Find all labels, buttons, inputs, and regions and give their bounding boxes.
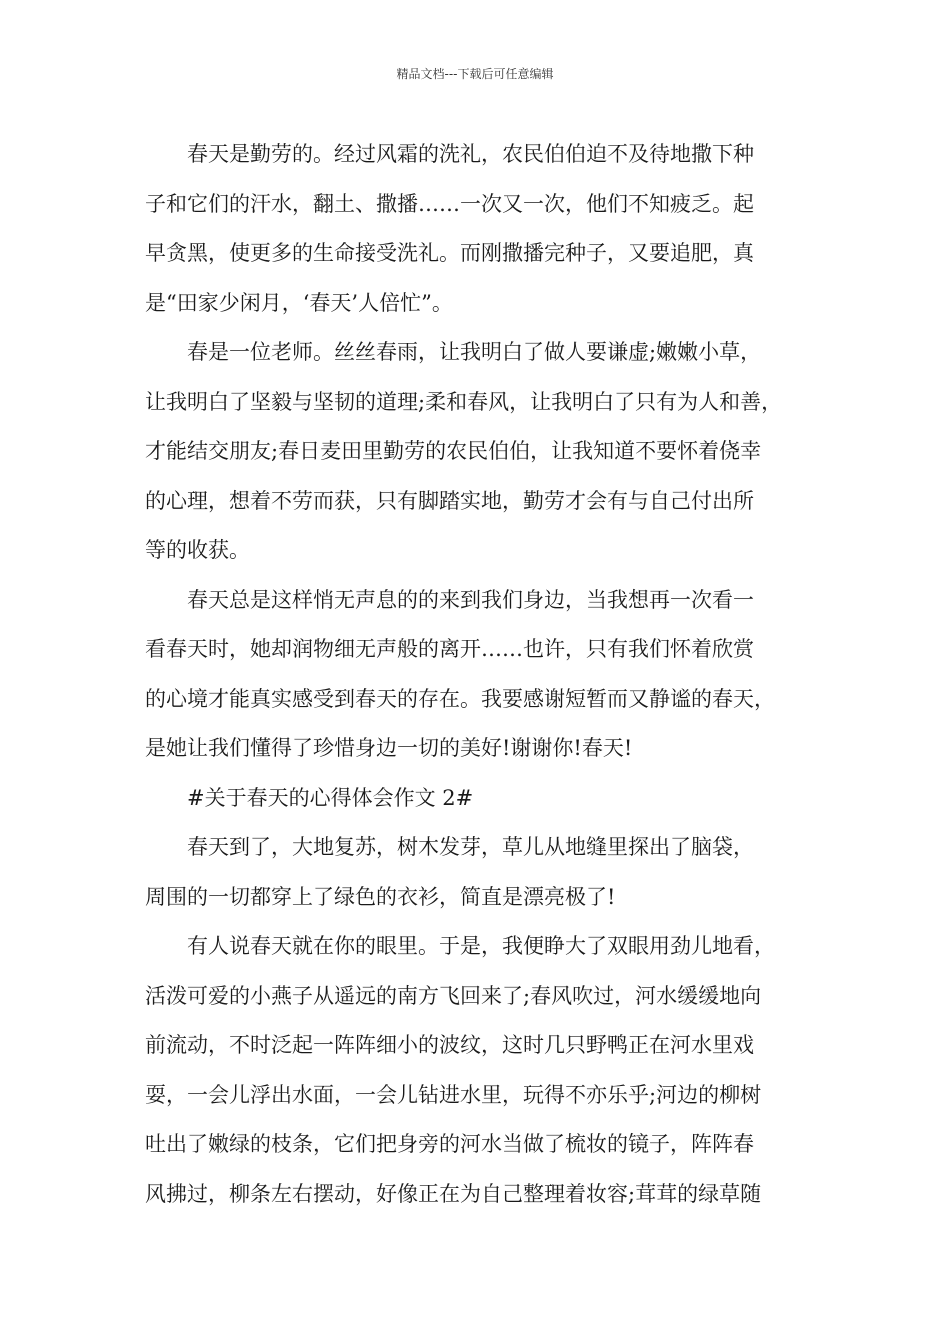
text-line: 周围的一切都穿上了绿色的衣衫，简直是漂亮极了! xyxy=(145,884,616,909)
text-line: 早贪黑，使更多的生命接受洗礼。而刚撒播完种子，又要追肥，真 xyxy=(145,241,754,265)
text-line: 春天到了，大地复苏，树木发芽，草儿从地缝里探出了脑袋， xyxy=(187,835,754,859)
document-body xyxy=(145,130,825,1219)
section-heading xyxy=(145,774,825,824)
text-line: 吐出了嫩绿的枝条，它们把身旁的河水当做了梳妆的镜子，阵阵春 xyxy=(145,1132,754,1156)
text-line: 耍，一会儿浮出水面，一会儿钻进水里，玩得不亦乐乎;河边的柳树 xyxy=(145,1082,762,1107)
text-line: 春是一位老师。丝丝春雨，让我明白了做人要谦虚;嫩嫩小草， xyxy=(187,340,762,364)
text-line: 才能结交朋友;春日麦田里勤劳的农民伯伯，让我知道不要怀着侥幸 xyxy=(145,439,762,463)
paragraph-spring-diligent xyxy=(145,130,825,328)
text-line: 春天是勤劳的。经过风霜的洗礼，农民伯伯迫不及待地撒下种 xyxy=(187,142,754,166)
text-line: 让我明白了坚毅与坚韧的道理;柔和春风，让我明白了只有为人和善， xyxy=(145,389,783,414)
paragraph-spring-in-eyes xyxy=(145,922,825,1219)
text-line: 有人说春天就在你的眼里。于是，我便睁大了双眼用劲儿地看， xyxy=(187,934,775,958)
text-line: 是她让我们懂得了珍惜身边一切的美好!谢谢你!春天! xyxy=(145,736,633,760)
text-line: 子和它们的汗水，翻土、撒播……一次又一次，他们不知疲乏。起 xyxy=(145,191,754,216)
text-line: 风拂过，柳条左右摆动，好像正在为自己整理着妆容;茸茸的绿草随 xyxy=(145,1181,762,1206)
text-line: 看春天时，她却润物细无声般的离开……也许，只有我们怀着欣赏 xyxy=(145,637,754,661)
paragraph-spring-quiet xyxy=(145,576,825,774)
text-line: 等的收获。 xyxy=(145,538,250,562)
page-header-watermark: 精品文档---下载后可任意编辑 xyxy=(396,67,554,81)
text-line: 前流动，不时泛起一阵阵细小的波纹，这时几只野鸭正在河水里戏 xyxy=(145,1033,754,1057)
text-line: 的心理，想着不劳而获，只有脚踏实地，勤劳才会有与自己付出所 xyxy=(145,488,754,513)
text-line: 的心境才能真实感受到春天的存在。我要感谢短暂而又静谧的春天， xyxy=(145,686,775,711)
paragraph-spring-teacher xyxy=(145,328,825,576)
text-line: 春天总是这样悄无声息的的来到我们身边，当我想再一次看一 xyxy=(187,587,754,612)
text-line: 是“田家少闲月，‘春天’人倍忙”。 xyxy=(145,290,453,315)
paragraph-spring-arrived xyxy=(145,823,825,922)
heading-text: #关于春天的心得体会作文 2# xyxy=(187,785,474,810)
text-line: 活泼可爱的小燕子从遥远的南方飞回来了;春风吹过，河水缓缓地向 xyxy=(145,983,762,1008)
